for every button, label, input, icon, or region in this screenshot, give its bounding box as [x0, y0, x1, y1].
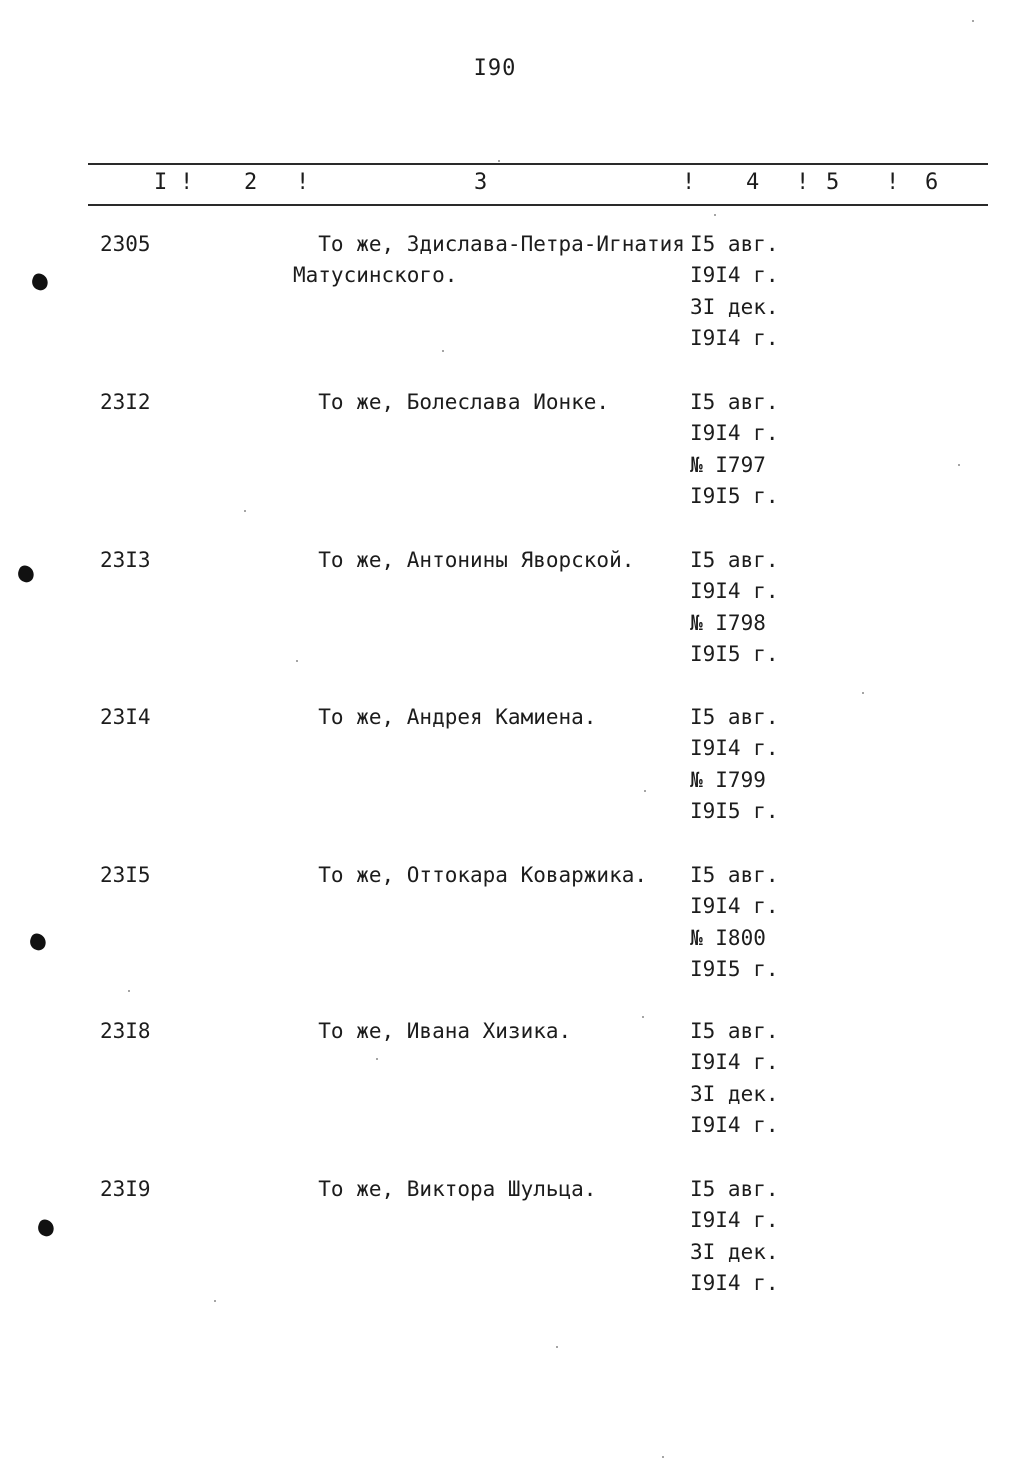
entry-dates: I5 авг. I9I4 г. № I799 I9I5 г. — [690, 705, 779, 823]
scan-speck — [972, 20, 974, 22]
header-separator: ! — [682, 170, 696, 195]
entry-number: 23I5 — [100, 863, 151, 887]
header-col-2: 2 — [244, 170, 258, 195]
header-col-6: 6 — [925, 170, 939, 195]
scan-speck — [662, 1456, 664, 1458]
scan-speck — [296, 660, 298, 662]
header-col-3: 3 — [474, 170, 488, 195]
scan-speck — [644, 790, 646, 792]
entry-dates: I5 авг. I9I4 г. 3I дек. I9I4 г. — [690, 1177, 779, 1295]
table-header-bottom-rule — [88, 204, 988, 206]
scan-speck — [376, 1058, 378, 1060]
scan-speck — [442, 350, 444, 352]
entry-description: То же, Здислава-Петра-Игнатия Матусинского. — [293, 232, 685, 288]
entry-number: 23I8 — [100, 1019, 151, 1043]
header-col-4: 4 — [746, 170, 760, 195]
header-separator: ! — [886, 170, 900, 195]
scan-speck — [862, 692, 864, 694]
scan-speck — [714, 214, 716, 216]
punch-hole-mark — [28, 932, 49, 953]
page-number: I90 — [473, 56, 517, 81]
entry-dates: I5 авг. I9I4 г. 3I дек. I9I4 г. — [690, 1019, 779, 1137]
entry-number: 23I2 — [100, 390, 151, 414]
entry-dates: I5 авг. I9I4 г. № I800 I9I5 г. — [690, 863, 779, 981]
punch-hole-mark — [16, 564, 37, 585]
entry-description: То же, Болеслава Ионке. — [293, 390, 610, 414]
scan-speck — [214, 1300, 216, 1302]
header-separator: ! — [796, 170, 810, 195]
scan-speck — [128, 990, 130, 992]
punch-hole-mark — [36, 1218, 57, 1239]
entry-description: То же, Оттокара Коваржика. — [293, 863, 648, 887]
entry-description: То же, Андрея Камиена. — [293, 705, 597, 729]
header-col-5: 5 — [826, 170, 840, 195]
punch-hole-mark — [30, 272, 51, 293]
entry-dates: I5 авг. I9I4 г. № I797 I9I5 г. — [690, 390, 779, 508]
scan-speck — [556, 1346, 558, 1348]
entry-description: То же, Виктора Шульца. — [293, 1177, 597, 1201]
entry-number: 23I3 — [100, 548, 151, 572]
entry-dates: I5 авг. I9I4 г. № I798 I9I5 г. — [690, 548, 779, 666]
scan-speck — [498, 160, 500, 162]
header-col-1: I — [154, 170, 168, 195]
entry-dates: I5 авг. I9I4 г. 3I дек. I9I4 г. — [690, 232, 779, 350]
header-separator: ! — [296, 170, 310, 195]
header-separator: ! — [180, 170, 194, 195]
entry-number: 2305 — [100, 232, 151, 256]
entry-description: То же, Антонины Яворской. — [293, 548, 635, 572]
entry-number: 23I9 — [100, 1177, 151, 1201]
scan-speck — [642, 1016, 644, 1018]
entry-description: То же, Ивана Хизика. — [293, 1019, 572, 1043]
scan-speck — [958, 464, 960, 466]
entry-number: 23I4 — [100, 705, 151, 729]
table-header-top-rule — [88, 163, 988, 165]
scan-speck — [244, 510, 246, 512]
